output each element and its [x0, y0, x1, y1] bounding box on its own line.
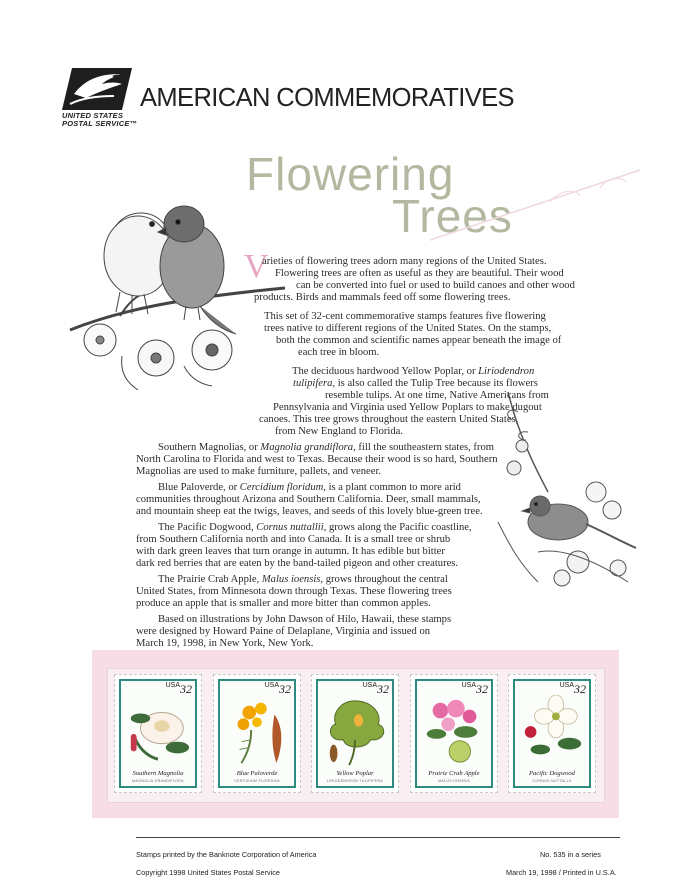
- stamp-common-name: Southern Magnolia: [132, 770, 184, 777]
- footer-issue-date: March 19, 1998 / Printed in U.S.A.: [506, 868, 617, 877]
- body-text-span: arieties of flowering trees adorn many regions of the United States.: [262, 256, 547, 267]
- stamp-flower-art: [123, 695, 193, 767]
- stamp-flower-art: [320, 695, 390, 767]
- body-line: [264, 311, 546, 323]
- body-line: [136, 546, 445, 558]
- body-text-span: , fill the southeastern states, from: [353, 442, 495, 453]
- stamp-frame: [316, 679, 394, 788]
- body-text-span: can be converted into fuel or used to build canoes and other wood: [296, 280, 575, 291]
- stamp-value: 32: [180, 682, 192, 696]
- body-text-span: North Carolina to Florida and west to Texas. Because their wood is so hard, Southern: [136, 454, 498, 465]
- scientific-name: Liriodendron: [478, 366, 535, 377]
- stamp-usa-label: USA: [559, 682, 574, 689]
- stamp-common-name: Pacific Dogwood: [529, 770, 575, 777]
- scientific-name: Cornus nuttallii: [256, 522, 324, 533]
- stamp-common-name: Blue Paloverde: [236, 770, 278, 777]
- body-line: [158, 614, 451, 626]
- body-text-span: Flowering trees are often as useful as they are beautiful. Their wood: [275, 268, 564, 279]
- body-line: [158, 574, 448, 586]
- stamp-flower-art: [517, 695, 587, 767]
- body-line: [136, 586, 452, 598]
- body-text-span: produce an apple that is smaller and more bitter than common apples.: [136, 598, 431, 609]
- stamp: [213, 674, 301, 793]
- stamp-scientific-name: LIRIODENDRON TULIPIFERA: [326, 779, 384, 783]
- body-line: [136, 534, 450, 546]
- body-line: [158, 482, 461, 494]
- stamp-scientific-name: MAGNOLIA GRANDIFLORA: [132, 779, 184, 783]
- usps-eagle-logo: [62, 64, 132, 112]
- body-text-span: United States, from Minnesota down through Texas. These flowering trees: [136, 586, 452, 597]
- body-text-span: were designed by Howard Paine of Delaplane, Virginia and issued on: [136, 626, 431, 637]
- scientific-name: Magnolia grandiflora: [260, 442, 354, 453]
- usps-name-line-1: UNITED STATES: [62, 111, 124, 120]
- body-line: [136, 494, 481, 506]
- stamp-usa-label: USA: [362, 682, 377, 689]
- body-text-span: , is also called the Tulip Tree because its flowers: [332, 378, 538, 389]
- scientific-name: Malus ioensis: [261, 574, 321, 585]
- stamp-flower-art: [222, 695, 292, 767]
- scientific-name: tulipifera: [293, 378, 333, 389]
- stamp: [410, 674, 498, 793]
- stamp-usa-label: USA: [264, 682, 279, 689]
- body-text-span: from New England to Florida.: [275, 426, 403, 437]
- body-text-span: The Prairie Crab Apple,: [158, 574, 262, 585]
- body-text-span: March 19, 1998, in New York, New York.: [136, 638, 314, 649]
- body-text-span: This set of 32-cent commemorative stamps features five flowering: [264, 311, 546, 322]
- body-text-span: , grows along the Pacific coastline,: [323, 522, 472, 533]
- body-text-span: canoes. This tree grows throughout the eastern United States,: [259, 414, 519, 425]
- body-line: [264, 323, 551, 335]
- body-line: [136, 558, 458, 570]
- body-line: [136, 638, 313, 650]
- footer-rule: [136, 837, 620, 838]
- body-line: [276, 335, 561, 347]
- body-line: [136, 626, 430, 638]
- body-text-span: and mountain sheep eat the twigs, leaves, and seeds of this lovely blue-green tree.: [136, 506, 483, 517]
- body-line: [275, 268, 564, 280]
- stamp-usa-label: USA: [165, 682, 180, 689]
- stamp-value: 32: [476, 682, 488, 696]
- body-line: [158, 522, 472, 534]
- footer-printer-credit: Stamps printed by the Banknote Corporation of America: [136, 850, 317, 859]
- body-text-span: from Southern California north and into Canada. It is a small tree or shrub: [136, 534, 451, 545]
- stamp-value: 32: [574, 682, 586, 696]
- stamp-common-name: Yellow Poplar: [336, 770, 374, 777]
- body-line: [136, 466, 381, 478]
- body-text-span: Blue Paloverde, or: [158, 482, 240, 493]
- series-title: AMERICAN COMMEMORATIVES: [140, 84, 514, 112]
- footer-copyright: Copyright 1998 United States Postal Service: [136, 868, 280, 877]
- body-text-span: Southern Magnolias, or: [158, 442, 261, 453]
- body-line: [275, 426, 403, 438]
- footer-series-number: No. 535 in a series: [540, 850, 601, 859]
- stamp-value: 32: [377, 682, 389, 696]
- body-text-span: Based on illustrations by John Dawson of Hilo, Hawaii, these stamps: [158, 614, 452, 625]
- body-line: [158, 442, 494, 454]
- page-title-line-1: Flowering: [246, 148, 455, 200]
- body-line: [136, 598, 431, 610]
- stamp-scientific-name: CORNUS NUTTALLII: [532, 779, 572, 783]
- birds-on-branch-illustration: [60, 180, 290, 410]
- body-text-span: , grows throughout the central: [320, 574, 448, 585]
- body-line: [262, 256, 546, 268]
- body-text-span: The Pacific Dogwood,: [158, 522, 257, 533]
- stamp-frame: [119, 679, 197, 788]
- body-text-span: trees native to different regions of the United States. On the stamps,: [264, 323, 552, 334]
- page-title-line-2: Trees: [392, 190, 513, 242]
- body-line: [296, 280, 575, 292]
- stamp-flower-art: [419, 695, 489, 767]
- body-text-span: products. Birds and mammals feed off some flowering trees.: [254, 292, 511, 303]
- body-text-span: resemble tulips. At one time, Native Americans from: [325, 390, 549, 401]
- body-text-span: Magnolias are used to make furniture, pallets, and veneer.: [136, 466, 382, 477]
- stamp-frame: [218, 679, 296, 788]
- stamp-scientific-name: CERCIDIUM FLORIDUM: [234, 779, 280, 783]
- faint-branch-decoration: [430, 160, 650, 250]
- stamp-frame: [513, 679, 591, 788]
- body-text-span: communities throughout Arizona and Southern California. Deer, small mammals,: [136, 494, 481, 505]
- stamp-usa-label: USA: [461, 682, 476, 689]
- body-text-span: The deciduous hardwood Yellow Poplar, or: [292, 366, 479, 377]
- usps-name: [62, 112, 137, 128]
- body-text-span: , is a plant common to more arid: [323, 482, 461, 493]
- body-line: [136, 454, 498, 466]
- stamp-scientific-name: MALUS IOENSIS: [438, 779, 470, 783]
- stamp-common-name: Prairie Crab Apple: [428, 770, 480, 777]
- stamp: [311, 674, 399, 793]
- scientific-name: Cercidium floridum: [239, 482, 324, 493]
- body-line: [298, 347, 379, 359]
- body-text-span: both the common and scientific names appear beneath the image of: [276, 335, 562, 346]
- stamp: [114, 674, 202, 793]
- stamp-frame: [415, 679, 493, 788]
- body-text-span: Pennsylvania and Virginia used Yellow Poplars to make dugout: [273, 402, 542, 413]
- body-text-span: dark red berries that are eaten by the band-tailed pigeon and other creatures.: [136, 558, 459, 569]
- drop-cap: V: [244, 248, 269, 285]
- bird-and-blossoms-illustration: [478, 372, 648, 597]
- body-line: [136, 506, 483, 518]
- stamp: [508, 674, 596, 793]
- body-line: [254, 292, 510, 304]
- body-text-span: each tree in bloom.: [298, 347, 380, 358]
- body-text-span: with dark green leaves that turn orange in autumn. It has edible but bitter: [136, 546, 445, 557]
- usps-name-line-2: POSTAL SERVICE™: [62, 119, 138, 128]
- stamp-value: 32: [279, 682, 291, 696]
